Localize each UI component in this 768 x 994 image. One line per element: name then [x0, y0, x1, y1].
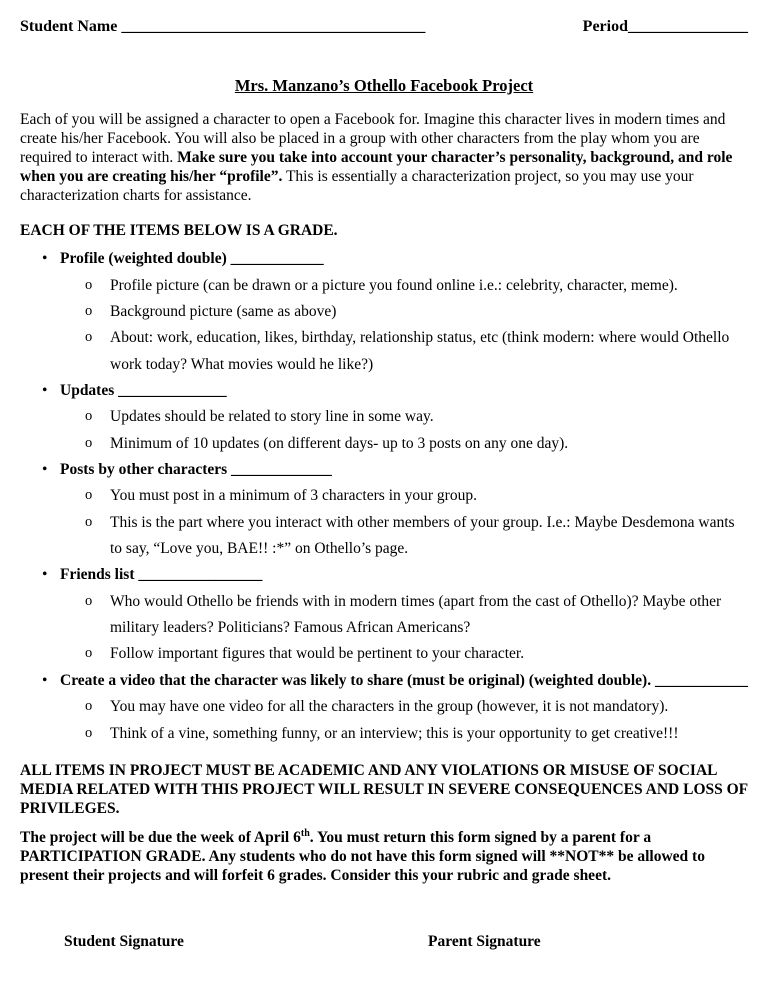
sub-item	[85, 273, 748, 299]
due-text-2: . You must return this form signed by a parent for a PARTICIPATION GRADE. Any students who do not have this form signed will **NOT** be allowed to present their projects and will forfeit 6 grades. Consider this your rubric and grade sheet.	[20, 829, 705, 885]
sub-item	[85, 694, 748, 720]
item-label-blank	[60, 668, 748, 694]
rules-list	[20, 246, 748, 747]
bullet-icon: •	[42, 250, 48, 268]
page-title	[20, 76, 748, 96]
sub-item	[85, 299, 748, 325]
item-line-profile	[42, 246, 748, 272]
bullet-icon: •	[42, 382, 48, 400]
sub-item	[85, 589, 748, 642]
sub-bullet-icon: o	[85, 487, 93, 504]
item-line-video	[42, 668, 748, 694]
sub-bullet-icon: o	[85, 329, 93, 346]
item-label: Posts by other characters	[60, 461, 228, 479]
period-blank[interactable]: _______________	[628, 18, 748, 35]
video-grade-blank[interactable]: ____________	[654, 671, 748, 689]
due-text-1: The project will be due the week of April 6	[20, 829, 301, 847]
signature-row	[20, 933, 748, 953]
item-label: Friends list	[60, 566, 135, 584]
period-label: Period	[582, 18, 628, 35]
student-name-label: Student Name	[20, 18, 118, 35]
sub-bullet-icon: o	[85, 408, 93, 425]
page-title-text: Mrs. Manzano’s Othello Facebook Project	[234, 76, 534, 95]
sub-item-text: Background picture (same as above)	[110, 303, 337, 320]
sub-bullet-icon: o	[85, 434, 93, 451]
item-label-blank	[60, 457, 748, 483]
item-label-blank	[60, 562, 748, 588]
intro-paragraph	[20, 110, 748, 205]
intro-text-bold: Make sure you take into account your character’s personality, background, and role when you are creating his/her “profile”.	[20, 149, 733, 186]
student-name-blank[interactable]: ______________________________________	[121, 18, 426, 35]
sub-bullet-icon: o	[85, 724, 93, 741]
sub-item	[85, 483, 748, 509]
period-field	[583, 18, 748, 36]
updates-grade-blank[interactable]: ______________	[118, 382, 227, 400]
due-date-paragraph	[20, 828, 748, 885]
bullet-icon: •	[42, 461, 48, 479]
sub-item	[85, 510, 748, 563]
sub-item	[85, 721, 748, 747]
list-item-video	[20, 668, 748, 747]
item-label: Profile (weighted double)	[60, 250, 227, 268]
list-item-posts	[20, 457, 748, 562]
list-item-friends-list	[20, 562, 748, 667]
sub-item-text: Think of a vine, something funny, or an interview; this is your opportunity to get creative!!!	[110, 724, 679, 742]
posts-grade-blank[interactable]: _____________	[231, 461, 332, 479]
sub-item-text: Follow important figures that would be pertinent to your character.	[110, 645, 525, 663]
item-line-friends-list	[42, 562, 748, 588]
student-name-field	[20, 18, 425, 36]
sub-item-text: Profile picture (can be drawn or a picture you found online i.e.: celebrity, character, meme).	[110, 276, 678, 294]
sub-item-text: You may have one video for all the characters in the group (however, it is not mandatory).	[110, 698, 669, 716]
profile-grade-blank[interactable]: ____________	[230, 250, 324, 268]
sub-item	[85, 431, 748, 457]
parent-signature-label: Parent Signature	[428, 933, 541, 951]
student-signature-label: Student Signature	[64, 933, 184, 951]
ordinal-superscript: th	[300, 828, 310, 840]
sub-item-text: Updates should be related to story line in some way.	[110, 408, 434, 426]
list-item-profile	[20, 246, 748, 378]
sub-bullet-icon: o	[85, 592, 93, 609]
sub-item	[85, 641, 748, 667]
item-label: Updates	[60, 382, 115, 400]
friends-grade-blank[interactable]: ________________	[138, 566, 263, 584]
sub-item-text: You must post in a minimum of 3 characters in your group.	[110, 487, 477, 505]
academic-warning-paragraph: ALL ITEMS IN PROJECT MUST BE ACADEMIC AND ANY VIOLATIONS OR MISUSE OF SOCIAL MEDIA RELATED WITH THIS PROJECT WILL RESULT IN SEVERE CONSEQUENCES AND LOSS OF PRIVILEGES.	[20, 761, 748, 817]
sub-bullet-icon: o	[85, 303, 93, 319]
bullet-icon: •	[42, 566, 48, 584]
sub-item-text: About: work, education, likes, birthday, relationship status, etc (think modern: where would Othello work today? What movies would he like?)	[110, 329, 730, 373]
sub-item-text: Who would Othello be friends with in modern times (apart from the cast of Othello)? Maybe other military leaders? Politicians? Famous African Americans?	[110, 592, 722, 637]
sub-bullet-icon: o	[85, 698, 93, 715]
sub-bullet-icon: o	[85, 276, 93, 293]
list-item-updates	[20, 378, 748, 457]
item-line-updates	[42, 378, 748, 404]
grade-heading: EACH OF THE ITEMS BELOW IS A GRADE.	[20, 222, 338, 240]
sub-item	[85, 325, 748, 378]
item-label: Create a video that the character was likely to share (must be original) (weighted double).	[60, 671, 652, 689]
sub-item-text: Minimum of 10 updates (on different days- up to 3 posts on any one day).	[110, 434, 569, 452]
item-label-blank	[60, 378, 748, 404]
header-row	[20, 18, 748, 36]
sub-bullet-icon: o	[85, 645, 93, 662]
sub-bullet-icon: o	[85, 513, 93, 530]
intro-text-1: Each of you will be assigned a character to open a Facebook for. Imagine this character lives in modern times and create his/her Facebook. You will also be placed in a group with other characters from the play whom you are required to interact with.	[20, 111, 726, 167]
intro-text-2: This is essentially a characterization project, so you may use your characterization charts for assistance.	[20, 168, 694, 205]
sub-item	[85, 404, 748, 430]
sub-item-text: This is the part where you interact with other members of your group. I.e.: Maybe Desdemona wants to say, “Love you, BAE!! :*” on Othello’s page.	[110, 513, 735, 558]
item-line-posts	[42, 457, 748, 483]
item-label-blank	[60, 246, 748, 272]
bullet-icon: •	[42, 671, 48, 689]
